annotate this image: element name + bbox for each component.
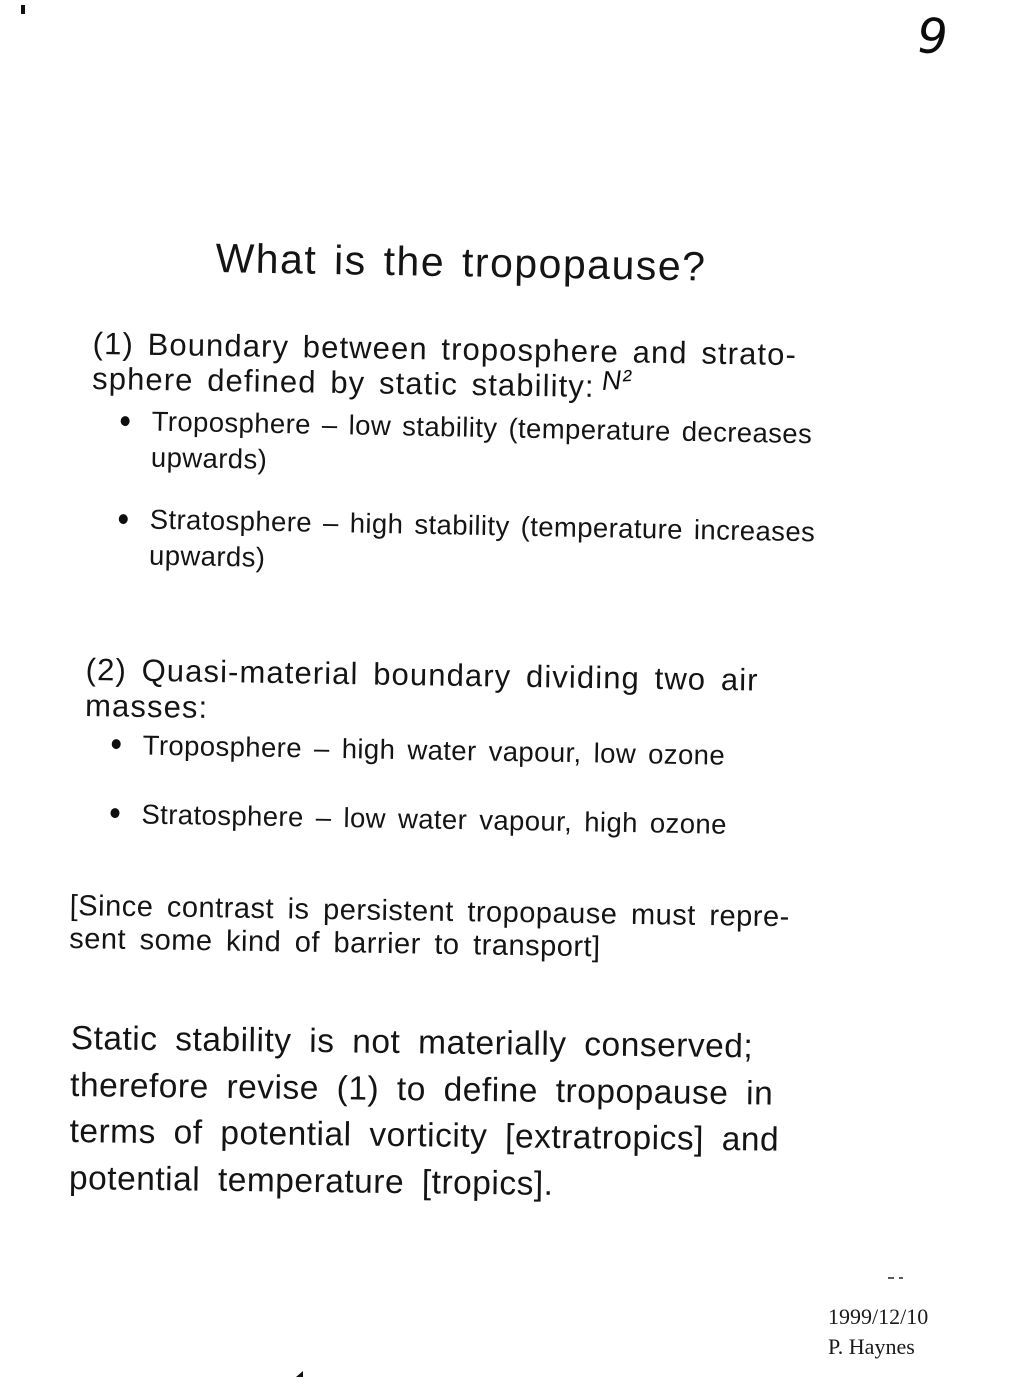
bullet-text	[149, 502, 816, 587]
closing-line-4: potential temperature [tropics].	[68, 1158, 554, 1202]
handwritten-n-squared-annotation: N²	[601, 364, 634, 396]
bullet-text	[151, 404, 813, 489]
footer	[828, 1302, 928, 1362]
closing-line-3: terms of potential vorticity [extratropics] and	[69, 1112, 780, 1159]
section-1-heading-line-2: sphere defined by static stability:	[91, 360, 595, 404]
section-2-heading	[85, 652, 759, 735]
bullet-text	[141, 797, 727, 843]
bullet-item	[120, 403, 818, 488]
bullet-line: Stratosphere – high stability (temperature increases	[149, 503, 816, 548]
bullet-line: Troposphere – low stability (temperature decreases	[151, 405, 813, 450]
bullet-item	[111, 727, 728, 774]
bullet-line: Troposphere – high water vapour, low ozone	[142, 729, 726, 771]
bullet-icon	[110, 808, 119, 818]
footer-author: P. Haynes	[828, 1334, 915, 1359]
closing-line-2: therefore revise (1) to define tropopause in	[69, 1065, 774, 1112]
bullet-line: upwards)	[148, 539, 266, 573]
footer-date: 1999/12/10	[828, 1304, 929, 1329]
scan-artifact-dashes	[888, 1277, 914, 1280]
closing-paragraph	[69, 1016, 781, 1211]
bullet-line: Stratosphere – low water vapour, high ozone	[141, 798, 728, 840]
handwritten-page-number: 9	[912, 8, 953, 66]
bullet-icon	[112, 739, 121, 749]
scan-artifact-speck	[296, 1371, 303, 1377]
page-title: What is the tropopause?	[215, 235, 707, 291]
scan-artifact-tick	[21, 5, 25, 14]
bullet-text	[142, 728, 725, 774]
section-1-heading-line-1: (1) Boundary between troposphere and strato-	[92, 326, 798, 373]
section-2-bullet-list	[110, 727, 728, 843]
bracketed-note	[69, 890, 790, 967]
note-line-2: sent some kind of barrier to transport]	[68, 922, 601, 964]
bullet-item	[118, 501, 816, 586]
section-1-bullet-list	[118, 403, 818, 586]
bullet-line: upwards)	[150, 441, 268, 475]
bullet-icon	[121, 416, 130, 426]
bullet-item	[110, 796, 727, 843]
closing-line-1: Static stability is not materially conserved;	[70, 1019, 754, 1065]
bullet-icon	[119, 514, 128, 524]
section-2-heading-line-1: (2) Quasi-material boundary dividing two air	[85, 652, 759, 698]
note-line-1: [Since contrast is persistent tropopause must repre-	[69, 890, 791, 934]
section-1-heading	[92, 326, 797, 407]
section-2-heading-line-2: masses:	[84, 687, 209, 725]
